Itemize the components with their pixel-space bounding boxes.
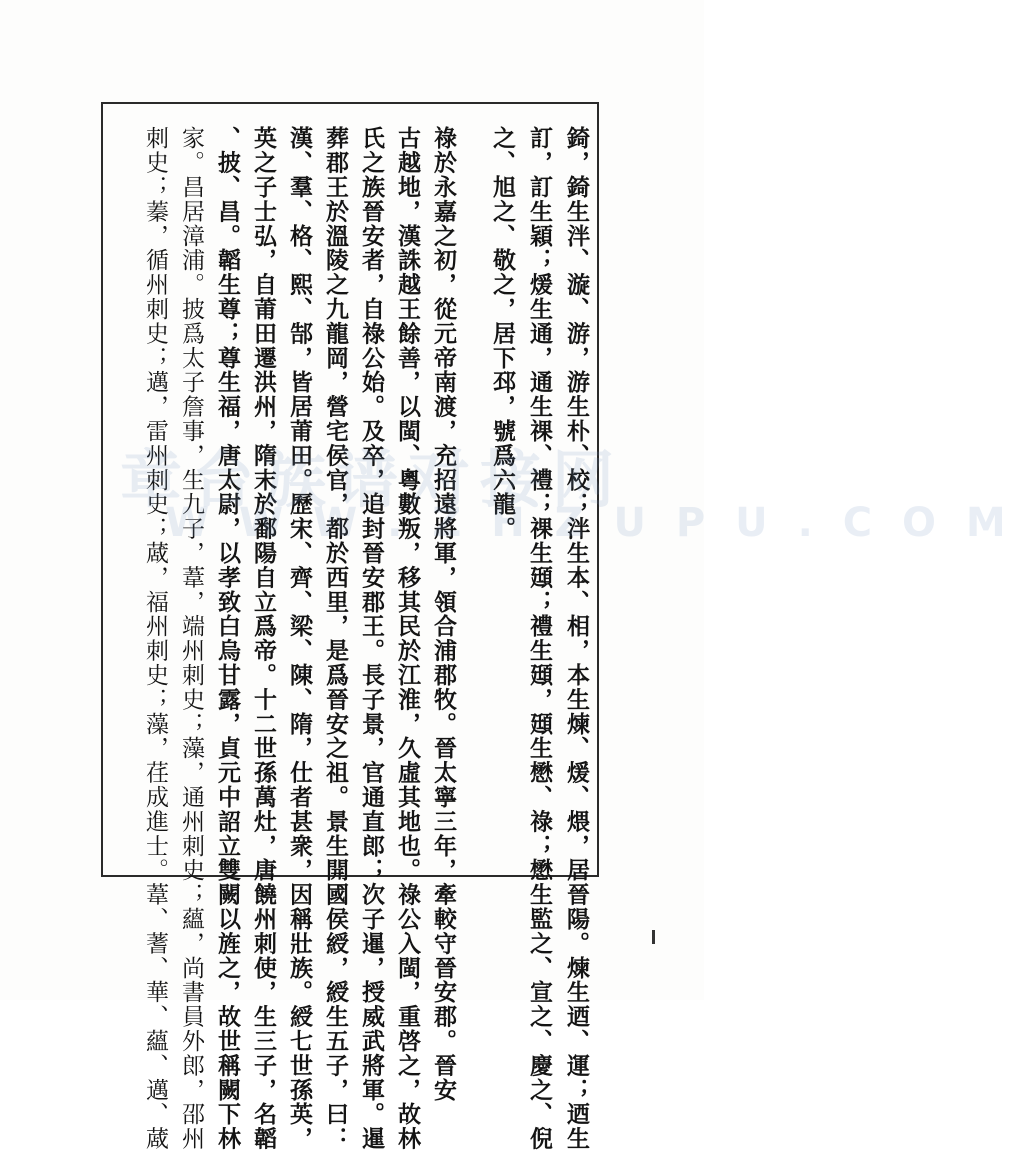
text-column-1: 錡，錡生泮、漩、游，游生朴、校；泮生本、相，本生煉、煖、煨，居晉陽。煉生迺、運；迺生	[563, 126, 590, 1151]
text-column-9: 英之子士弘，自莆田遷洪州，隋末於鄱陽自立爲帝。十二世孫萬灶，唐饒州刺使，生三子，名韜	[250, 126, 277, 1151]
page-edge-mark	[652, 930, 655, 944]
text-column-3: 之、旭之、敬之，居下邳，號爲六龍。	[489, 126, 516, 541]
watermark-text: 章台族谱对接网	[120, 443, 625, 516]
watermark-url: W W W . Z H Z U P U . C O M	[165, 500, 1014, 546]
text-column-12: 刺史；蓁，循州刺史；邁，雷州刺史；蒧，福州刺史；藻，荏成進士。葦、蓍、華、蘊、邁、蒧	[142, 126, 168, 1151]
text-column-8: 漢、羣、格、熙、郜，皆居莆田。歷宋、齊、梁、陳、隋，仕者甚衆，因稱壯族。綬七世孫英，	[286, 126, 313, 1151]
text-column-11: 家。昌居漳浦。披爲太子詹事，生九子，葦，端州刺史；藻，通州刺史；蘊，尚書員外郎，邵州	[178, 126, 204, 1151]
text-column-5: 古越地，漢誅越王餘善，以閩、粵數叛，移其民於江淮，久虛其地也。祿公入閩，重啓之，故林	[394, 126, 421, 1151]
text-column-7: 葬郡王於溫陵之九龍岡，營宅侯官，都於西里，是爲晉安之祖。景生開國侯綬，綬生五子，曰：	[322, 126, 349, 1151]
text-column-10: 、披、昌。韜生尊；尊生福，唐太尉，以孝致白烏甘露，貞元中詔立雙闕以旌之，故世稱闕下林	[214, 126, 241, 1151]
text-column-6: 氏之族晉安者，自祿公始。及卒，追封晉安郡王。長子景，官通直郎；次子暹，授威武將軍。暹	[358, 126, 385, 1151]
text-column-2: 訂，訂生穎；煖生通，通生祼、禮；祼生頲；禮生頲，頲生懋、祿；懋生監之、宣之、慶之、倪	[526, 126, 553, 1151]
text-column-4: 祿於永嘉之初，從元帝南渡，充招遠將軍，領合浦郡牧。晉太寧三年，牽較守晉安郡。晉安	[430, 126, 457, 1102]
